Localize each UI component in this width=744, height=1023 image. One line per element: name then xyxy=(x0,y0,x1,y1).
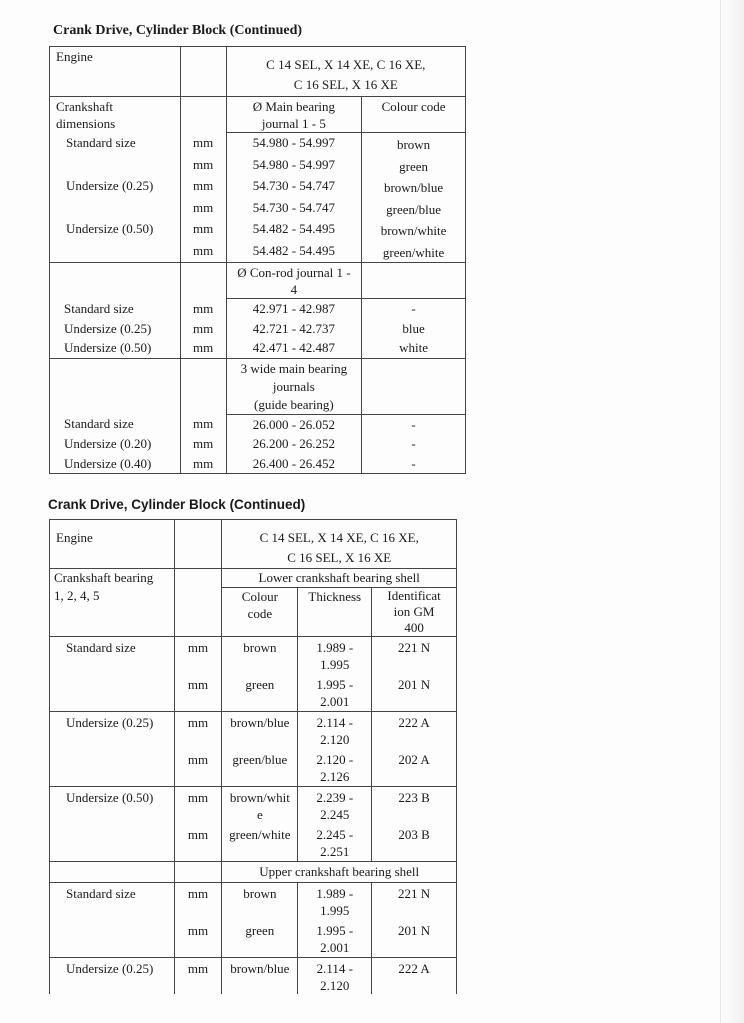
colour-header-line1: Colour xyxy=(241,589,278,604)
bearing-row xyxy=(50,919,457,958)
section-1-title: Crank Drive, Cylinder Block (Continued) xyxy=(53,23,303,38)
row-thickness-line1: 2.114 - xyxy=(316,715,353,730)
bearing-label-line2: 1, 2, 4, 5 xyxy=(54,588,100,603)
conrod-header-line1: Ø Con-rod journal 1 - xyxy=(237,265,351,280)
row-label: Undersize (0.50) xyxy=(50,338,181,358)
row-value: 42.971 - 42.987 xyxy=(226,299,362,319)
row-colour: - xyxy=(362,434,466,454)
row-colour: green/white xyxy=(362,241,466,263)
row-unit: mm xyxy=(174,823,222,862)
group-label: Standard size xyxy=(50,883,175,920)
crankshaft-bearing-table xyxy=(49,519,457,994)
row-unit: mm xyxy=(174,673,222,712)
row-unit: mm xyxy=(180,319,226,339)
row-colour: brown xyxy=(243,886,277,901)
engine-value-line2: C 16 SEL, X 16 XE xyxy=(293,76,398,92)
group-label: Undersize (0.25) xyxy=(50,712,175,749)
row-colour: brown/blue xyxy=(230,715,290,730)
conrod-header-row xyxy=(50,263,466,299)
main-row xyxy=(50,133,466,155)
row-colour: blue xyxy=(362,319,466,339)
group-label: Undersize (0.25) xyxy=(50,958,175,995)
row-label: Undersize (0.50) xyxy=(50,219,181,241)
row-ident: 221 N xyxy=(372,883,457,920)
row-value: 54.730 - 54.747 xyxy=(226,198,362,220)
row-unit: mm xyxy=(174,919,222,958)
group-label: Standard size xyxy=(50,637,175,674)
wide-header-line1: 3 wide main bearing xyxy=(240,360,348,376)
wide-header-line2: journals xyxy=(272,378,315,394)
row-unit: mm xyxy=(180,434,226,454)
row-label: Standard size xyxy=(50,414,181,434)
engine-value-line2: C 16 SEL, X 16 XE xyxy=(287,549,392,565)
row-ident: 221 N xyxy=(372,637,457,674)
row-colour: green/blue xyxy=(362,198,466,220)
group-label: Undersize (0.50) xyxy=(50,787,175,824)
row-label: Standard size xyxy=(50,133,181,155)
row-thickness-line1: 1.989 - xyxy=(316,886,354,901)
crankshaft-header-row xyxy=(50,97,466,133)
main-row xyxy=(50,176,466,198)
row-thickness-line2: 2.245 xyxy=(320,807,350,822)
row-value: 54.730 - 54.747 xyxy=(226,176,362,198)
conrod-row xyxy=(50,299,466,319)
row-unit: mm xyxy=(180,219,226,241)
row-value: 26.200 - 26.252 xyxy=(226,434,362,454)
row-unit: mm xyxy=(180,454,226,474)
row-colour: green/white xyxy=(229,827,291,842)
row-colour: green xyxy=(245,677,275,692)
conrod-row xyxy=(50,319,466,339)
bearing-row xyxy=(50,712,457,749)
row-label xyxy=(50,155,181,177)
row-unit: mm xyxy=(180,133,226,155)
row-label: Standard size xyxy=(50,299,181,319)
row-thickness-line1: 2.114 - xyxy=(316,961,353,976)
conrod-row xyxy=(50,338,466,358)
row-value: 54.980 - 54.997 xyxy=(226,155,362,177)
main-row xyxy=(50,219,466,241)
engine-value-line1: C 14 SEL, X 14 XE, C 16 XE, xyxy=(259,530,419,545)
row-colour: brown/whit xyxy=(229,790,290,805)
wide-row xyxy=(50,434,466,454)
row-colour: brown/blue xyxy=(362,176,466,198)
row-ident: 201 N xyxy=(372,673,457,712)
ident-header-line2: ion GM xyxy=(393,604,435,619)
wide-row xyxy=(50,414,466,434)
row-unit: mm xyxy=(180,241,226,263)
row-colour: green/blue xyxy=(232,752,288,767)
row-value: 42.471 - 42.487 xyxy=(226,338,362,358)
row-value: 54.482 - 54.495 xyxy=(226,219,362,241)
row-thickness-line1: 2.239 - xyxy=(316,790,354,805)
row-ident: 222 A xyxy=(372,712,457,749)
row-thickness-line2: 2.120 xyxy=(320,978,350,993)
bearing-label-line1: Crankshaft bearing xyxy=(54,570,154,585)
wide-row xyxy=(50,454,466,474)
engine-label: Engine xyxy=(56,49,93,64)
row-thickness-line2: 2.126 xyxy=(320,769,350,784)
bearing-row xyxy=(50,958,457,995)
row-unit: mm xyxy=(180,414,226,434)
row-colour: brown xyxy=(362,133,466,155)
row-unit: mm xyxy=(174,787,222,824)
row-ident: 202 A xyxy=(372,748,457,787)
row-unit: mm xyxy=(174,883,222,920)
lower-shell-header: Lower crankshaft bearing shell xyxy=(222,569,457,588)
row-colour: brown xyxy=(243,640,277,655)
bearing-row xyxy=(50,673,457,712)
row-value: 42.721 - 42.737 xyxy=(226,319,362,339)
row-label: Undersize (0.40) xyxy=(50,454,181,474)
main-row xyxy=(50,155,466,177)
row-unit: mm xyxy=(174,958,222,995)
row-unit: mm xyxy=(180,176,226,198)
row-thickness-line2: 2.120 xyxy=(320,732,350,747)
row-unit: mm xyxy=(180,198,226,220)
bearing-row xyxy=(50,637,457,674)
row-thickness-line2: 1.995 xyxy=(320,903,350,918)
row-label: Undersize (0.25) xyxy=(50,319,181,339)
row-thickness-line2: 2.001 xyxy=(320,694,350,709)
row-label: Undersize (0.25) xyxy=(50,176,181,198)
row-colour: - xyxy=(362,414,466,434)
row-colour: brown/white xyxy=(362,219,466,241)
row-thickness-line1: 1.995 - xyxy=(316,677,354,692)
bearing-row xyxy=(50,883,457,920)
row-thickness-line1: 1.995 - xyxy=(316,923,354,938)
crankshaft-label-line1: Crankshaft xyxy=(56,99,114,114)
row-unit: mm xyxy=(174,637,222,674)
row-unit: mm xyxy=(180,338,226,358)
row-value: 26.400 - 26.452 xyxy=(226,454,362,474)
main-row xyxy=(50,241,466,263)
row-colour-wrap: e xyxy=(256,807,263,822)
row-ident: 203 B xyxy=(372,823,457,862)
upper-shell-header-row xyxy=(50,862,457,883)
row-colour: - xyxy=(362,454,466,474)
colour-code-header: Colour code xyxy=(381,99,446,114)
row-value: 54.980 - 54.997 xyxy=(226,133,362,155)
row-unit: mm xyxy=(174,712,222,749)
row-value: 54.482 - 54.495 xyxy=(226,241,362,263)
engine-row xyxy=(50,520,457,569)
lower-shell-header-row xyxy=(50,569,457,588)
row-ident: 222 A xyxy=(372,958,457,995)
row-thickness-line2: 2.001 xyxy=(320,940,350,955)
engine-label: Engine xyxy=(56,530,93,545)
row-thickness-line1: 2.245 - xyxy=(316,827,354,842)
row-colour: white xyxy=(362,338,466,358)
ident-header-line3: 400 xyxy=(404,620,424,635)
row-unit: mm xyxy=(174,748,222,787)
row-colour: - xyxy=(362,299,466,319)
row-colour: brown/blue xyxy=(230,961,290,976)
crankshaft-dimensions-table xyxy=(49,46,466,474)
row-thickness-line1: 2.120 - xyxy=(316,752,354,767)
row-thickness-line1: 1.989 - xyxy=(316,640,354,655)
colour-header-line2: code xyxy=(247,606,273,621)
row-value: 26.000 - 26.052 xyxy=(226,414,362,434)
row-label: Undersize (0.20) xyxy=(50,434,181,454)
section-2-title: Crank Drive, Cylinder Block (Continued) xyxy=(48,497,306,512)
main-bearing-header-line2: journal 1 - 5 xyxy=(261,116,326,131)
thickness-header: Thickness xyxy=(298,588,372,637)
wide-header-line3: (guide bearing) xyxy=(253,396,334,412)
ident-header-line1: Identificat xyxy=(387,588,441,603)
main-bearing-header-line1: Ø Main bearing xyxy=(252,99,336,114)
row-label xyxy=(50,241,181,263)
main-row xyxy=(50,198,466,220)
wide-header-row xyxy=(50,358,466,414)
crankshaft-label-line2: dimensions xyxy=(56,116,116,131)
upper-shell-header: Upper crankshaft bearing shell xyxy=(222,862,457,883)
bearing-row xyxy=(50,748,457,787)
row-label xyxy=(50,198,181,220)
row-thickness-line2: 1.995 xyxy=(320,657,350,672)
bearing-row xyxy=(50,823,457,862)
conrod-header-line2: 4 xyxy=(290,282,298,297)
engine-row xyxy=(50,47,466,97)
row-colour: green xyxy=(245,923,275,938)
page-edge xyxy=(720,0,744,1023)
row-ident: 223 B xyxy=(372,787,457,824)
row-thickness-line2: 2.251 xyxy=(320,844,350,859)
row-unit: mm xyxy=(180,155,226,177)
row-unit: mm xyxy=(180,299,226,319)
row-colour: green xyxy=(362,155,466,177)
bearing-row xyxy=(50,787,457,824)
engine-value-line1: C 14 SEL, X 14 XE, C 16 XE, xyxy=(266,57,426,72)
row-ident: 201 N xyxy=(372,919,457,958)
